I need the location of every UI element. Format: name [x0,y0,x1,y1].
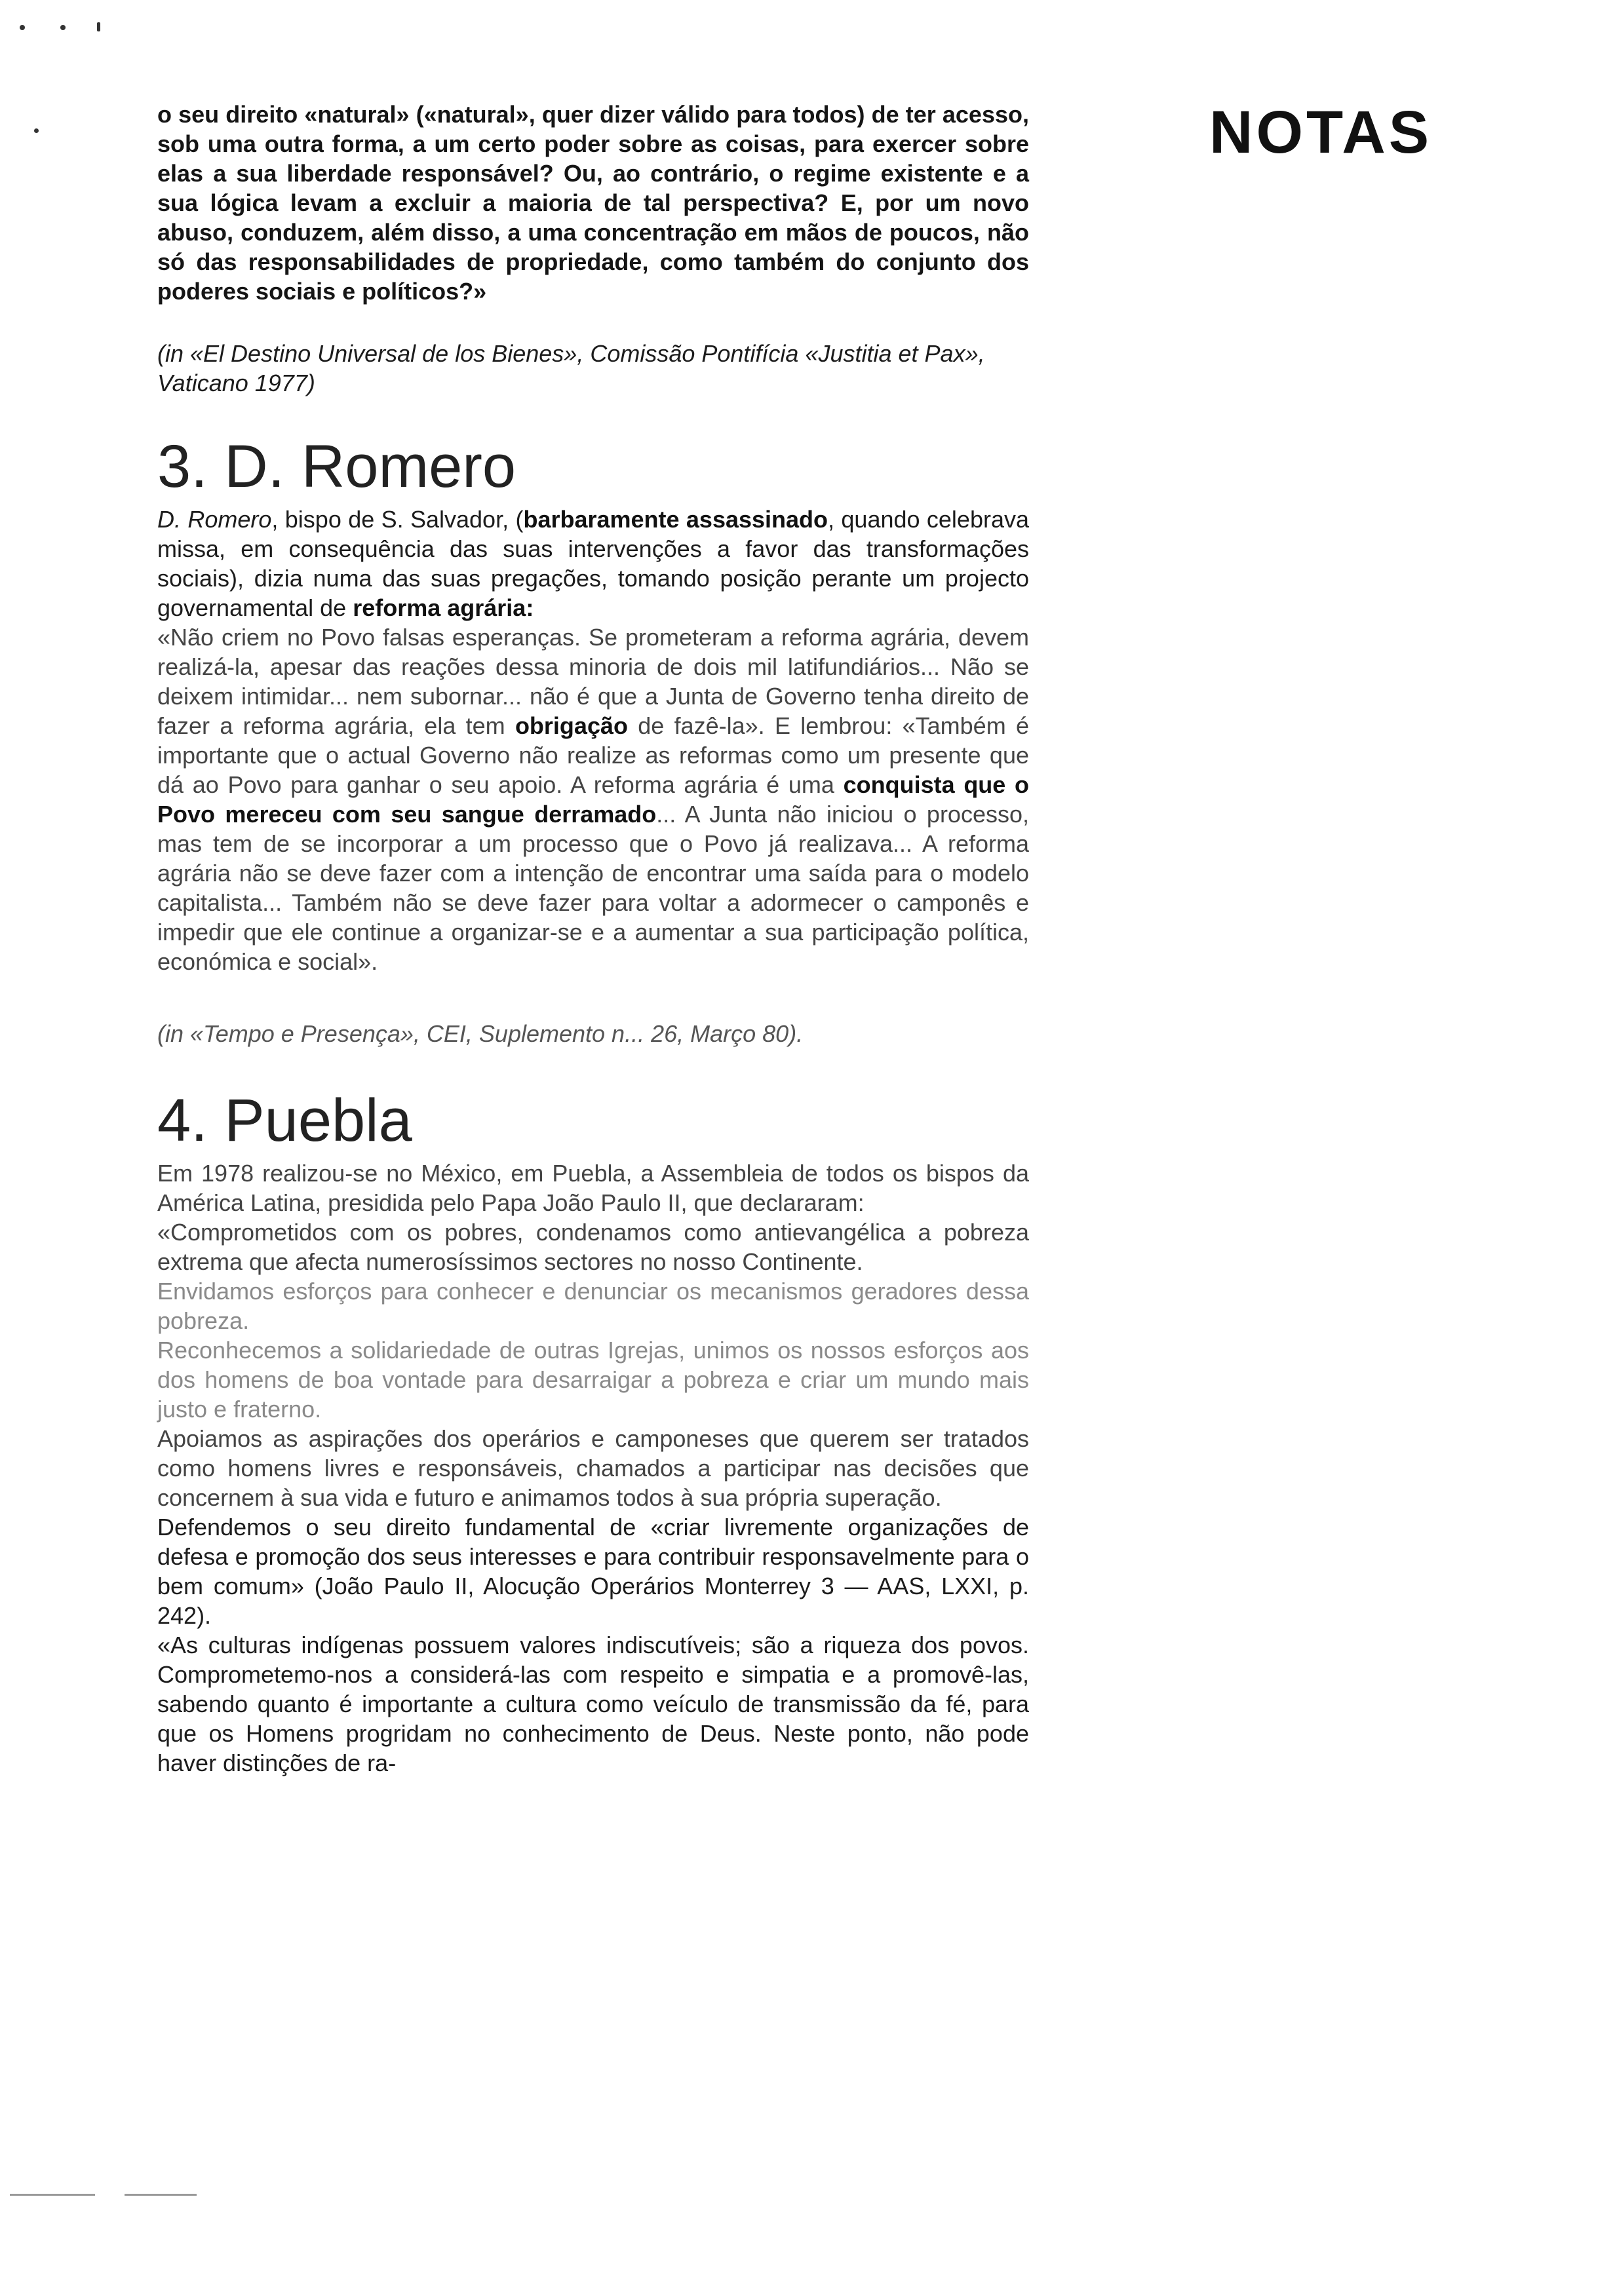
puebla-paragraph: Apoiamos as aspirações dos operários e camponeses que querem ser tratados como homens livres e responsáveis, chamados a participar nas decisões que concernem à sua vida e futuro e animamos todos à sua própria superação. [157,1425,1029,1511]
scan-speck [125,2194,197,2196]
scan-speck [10,2194,95,2196]
puebla-paragraph: Envidamos esforços para conhecer e denunciar os mecanismos geradores dessa pobreza. [157,1278,1029,1334]
romero-quote-bold-2: conquista que o Povo mereceu com seu sangue derramado [157,771,1029,828]
romero-quote-bold: obrigação [515,712,628,739]
margin-dot [34,128,39,133]
puebla-paragraph: «Comprometidos com os pobres, condenamos como antievangélica a pobreza extrema que afecta numerosíssimos sectores no nosso Continente. [157,1219,1029,1275]
puebla-paragraph: Defendemos o seu direito fundamental de «criar livremente organizações de defesa e promoção dos seus interesses e para contribuir responsavelmente para o bem comum» (João Paulo II, Alocução Operários Monterrey 3 — AAS, LXXI, p. 242). [157,1514,1029,1629]
romero-intro-text: , bispo de S. Salvador, ( [271,506,524,533]
puebla-paragraph: Reconhecemos a solidariedade de outras Igrejas, unimos os nossos esforços aos dos homens de boa vontade para desarraigar a pobreza e criar um mundo mais justo e fraterno. [157,1337,1029,1423]
romero-quote-part: «Não criem no Povo falsas esperanças. Se prometeram a reforma agrária, devem realizá-la, apesar das reações dessa minoria de dois mil latifundiários... Não se deixem intimidar... nem subornar... não é que a Junta de Governo tenha direito de fazer a reforma agrária, ela tem [157,624,1029,739]
romero-intro-bold: barbaramente assassinado [523,506,828,533]
document-body [157,100,1029,1778]
romero-intro [157,505,1029,622]
romero-citation: (in «Tempo e Presença», CEI, Suplemento n... 26, Março 80). [157,1020,804,1047]
intro-paragraph: o seu direito «natural» («natural», quer dizer válido para todos) de ter acesso, sob uma outra forma, a um certo poder sobre as coisas, para exercer sobre elas a sua liberdade responsável? Ou, ao contrário, o regime existente e a sua lógica levam a excluir a maioria de tal perspectiva? E, por um novo abuso, conduzem, além disso, a uma concentração em mãos de poucos, não só das responsabilidades de propriedade, como também do conjunto dos poderes sociais e políticos?» [157,101,1029,305]
romero-intro-text-2: , quando celebrava missa, em consequência das suas intervenções a favor das transformações sociais), dizia numa das suas pregações, tomando posição perante um projecto governamental de [157,506,1030,621]
romero-intro-bold-2: reforma agrária: [353,594,534,621]
section-puebla [157,1088,1029,1778]
section-romero [157,434,1029,1048]
romero-quote-part-2: de fazê-la». E lembrou: «Também é importante que o actual Governo não realize as reformas como um presente que dá ao Povo para ganhar o seu apoio. A reforma agrária é uma [157,712,1029,798]
section-heading: 4. Puebla [157,1087,412,1154]
intro-citation: (in «El Destino Universal de los Bienes», Comissão Pontifícia «Justitia et Pax», Vaticano 1977) [157,340,985,396]
section-heading: 3. D. Romero [157,433,516,500]
sidebar-title: NOTAS [1209,99,1433,166]
romero-quote [157,622,1029,976]
intro-section [157,100,1029,398]
margin-dot [60,25,66,30]
margin-dot [20,25,25,30]
margin-dot [97,22,100,31]
puebla-paragraph: «As culturas indígenas possuem valores indiscutíveis; são a riqueza dos povos. Comprometemo-nos a considerá-las com respeito e simpatia e a promovê-las, sabendo quanto é importante a cultura como veículo de transmissão da fé, para que os Homens progridam no conhecimento de Deus. Neste ponto, não pode haver distinções de ra- [157,1632,1029,1776]
puebla-paragraph: Em 1978 realizou-se no México, em Puebla, a Assembleia de todos os bispos da América Latina, presidida pelo Papa João Paulo II, que declararam: [157,1160,1029,1216]
romero-name: D. Romero [157,506,272,533]
romero-quote-part-3: ... A Junta não iniciou o processo, mas tem de se incorporar a um processo que o Povo já realizava... A reforma agrária não se deve fazer com a intenção de encontrar uma saída para o modelo capitalista... Também não se deve fazer para voltar a adormecer o camponês e impedir que ele continue a organizar-se e a aumentar a sua participação política, económica e social». [157,801,1029,975]
